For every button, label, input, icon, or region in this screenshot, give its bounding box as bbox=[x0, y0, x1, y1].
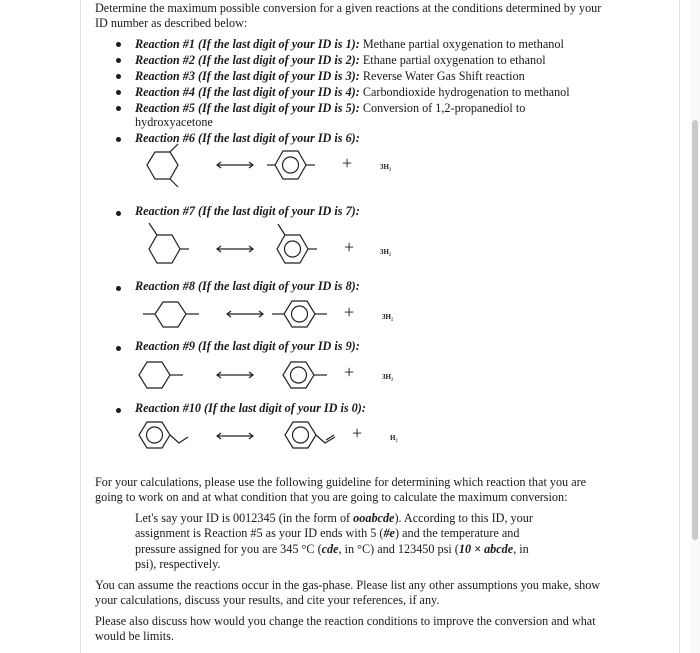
bullet bbox=[116, 90, 121, 95]
reaction-8: Reaction #8 (If the last digit of your ID is 8): bbox=[135, 279, 360, 293]
product-benzene-ring bbox=[284, 301, 315, 327]
assumptions-line-1: You can assume the reactions occur in the gas-phase. Please list any other assumptions you make, show bbox=[95, 578, 601, 592]
aromatic-circle bbox=[283, 157, 299, 173]
reaction-4: Reaction #4 (If the last digit of your ID is 4): Carbondioxide hydrogenation to methanol bbox=[135, 85, 570, 99]
plus-sign: + bbox=[344, 362, 355, 382]
aromatic-circle bbox=[291, 367, 307, 383]
bullet bbox=[116, 286, 121, 291]
reactant-benzene-ring bbox=[139, 422, 170, 448]
hydrogen-product: 3H₂ bbox=[382, 373, 394, 381]
aromatic-circle bbox=[293, 427, 309, 443]
hydrogen-product: H₂ bbox=[390, 434, 398, 442]
guideline-line-1: For your calculations, please use the following guideline for determining which reaction that you are bbox=[95, 475, 587, 489]
product-benzene-ring bbox=[285, 422, 316, 448]
double-bond bbox=[326, 435, 334, 440]
reactant-cyclohexane-ring bbox=[149, 235, 180, 263]
substituent-bond bbox=[170, 144, 178, 152]
aromatic-circle bbox=[292, 306, 308, 322]
guideline-line-2: going to work on and at what condition that you are going to calculate the maximum conversion: bbox=[95, 490, 568, 504]
substituent-bond bbox=[170, 179, 178, 187]
plus-sign: + bbox=[344, 237, 355, 257]
substituent-bond bbox=[278, 224, 285, 235]
reactant-cyclohexane-ring bbox=[155, 302, 186, 327]
reactant-cyclohexane-ring bbox=[147, 152, 178, 179]
example-line-1: Let's say your ID is 0012345 (in the form of ooabcde). According to this ID, your bbox=[135, 511, 533, 525]
intro-line-1: Determine the maximum possible conversion for a given reactions at the conditions determined by your bbox=[95, 1, 602, 15]
hydrogen-product: 3H₂ bbox=[382, 313, 394, 321]
bullet bbox=[116, 137, 121, 142]
reaction-6: Reaction #6 (If the last digit of your ID is 6): bbox=[135, 131, 360, 145]
reaction-2: Reaction #2 (If the last digit of your ID is 2): Ethane partial oxygenation to ethanol bbox=[135, 53, 546, 67]
scrollbar[interactable] bbox=[690, 0, 700, 653]
reactant-cyclohexane-ring bbox=[139, 362, 170, 388]
intro-line-2: ID number as described below: bbox=[95, 16, 248, 30]
improve-line-1: Please also discuss how would you change the reaction conditions to improve the conversion and what bbox=[95, 614, 596, 628]
bullet bbox=[116, 42, 121, 47]
example-line-4: psi), respectively. bbox=[135, 557, 221, 571]
assumptions-line-2: your calculations, discuss your results, and cite your references, if any. bbox=[95, 593, 440, 607]
reaction-1: Reaction #1 (If the last digit of your ID is 1): Methane partial oxygenation to methanol bbox=[135, 37, 564, 51]
ethyl-chain bbox=[170, 435, 188, 443]
bullet bbox=[116, 408, 121, 413]
bullet bbox=[116, 106, 121, 111]
reaction-3: Reaction #3 (If the last digit of your ID is 3): Reverse Water Gas Shift reaction bbox=[135, 69, 525, 83]
reaction-10: Reaction #10 (If the last digit of your ID is 0): bbox=[135, 401, 366, 415]
bullet bbox=[116, 58, 121, 63]
aromatic-circle bbox=[285, 241, 301, 257]
bullet bbox=[116, 346, 121, 351]
plus-sign: + bbox=[352, 423, 363, 443]
reaction-5-cont: hydroxyacetone bbox=[135, 115, 213, 129]
substituent-bond bbox=[149, 223, 157, 235]
hydrogen-product: 3H₂ bbox=[380, 248, 392, 256]
example-line-3: pressure assigned for you are 345 °C (cde, in °C) and 123450 psi (10 × abcde, in bbox=[135, 542, 529, 556]
product-benzene-ring bbox=[275, 151, 306, 179]
reaction-9: Reaction #9 (If the last digit of your ID is 9): bbox=[135, 339, 360, 353]
example-line-2: assignment is Reaction #5 as your ID ends with 5 (#e) and the temperature and bbox=[135, 526, 520, 540]
plus-sign: + bbox=[344, 302, 355, 322]
improve-line-2: would be limits. bbox=[95, 629, 174, 643]
plus-sign: + bbox=[342, 153, 353, 173]
bullet bbox=[116, 211, 121, 216]
bullet bbox=[116, 74, 121, 79]
reaction-7: Reaction #7 (If the last digit of your ID is 7): bbox=[135, 204, 360, 218]
hydrogen-product: 3H₂ bbox=[380, 163, 392, 171]
aromatic-circle bbox=[147, 427, 163, 443]
scrollbar-thumb[interactable] bbox=[692, 120, 698, 540]
product-benzene-ring bbox=[277, 235, 308, 263]
reaction-5: Reaction #5 (If the last digit of your ID is 5): Conversion of 1,2-propanediol to bbox=[135, 101, 526, 115]
product-benzene-ring bbox=[283, 362, 314, 388]
